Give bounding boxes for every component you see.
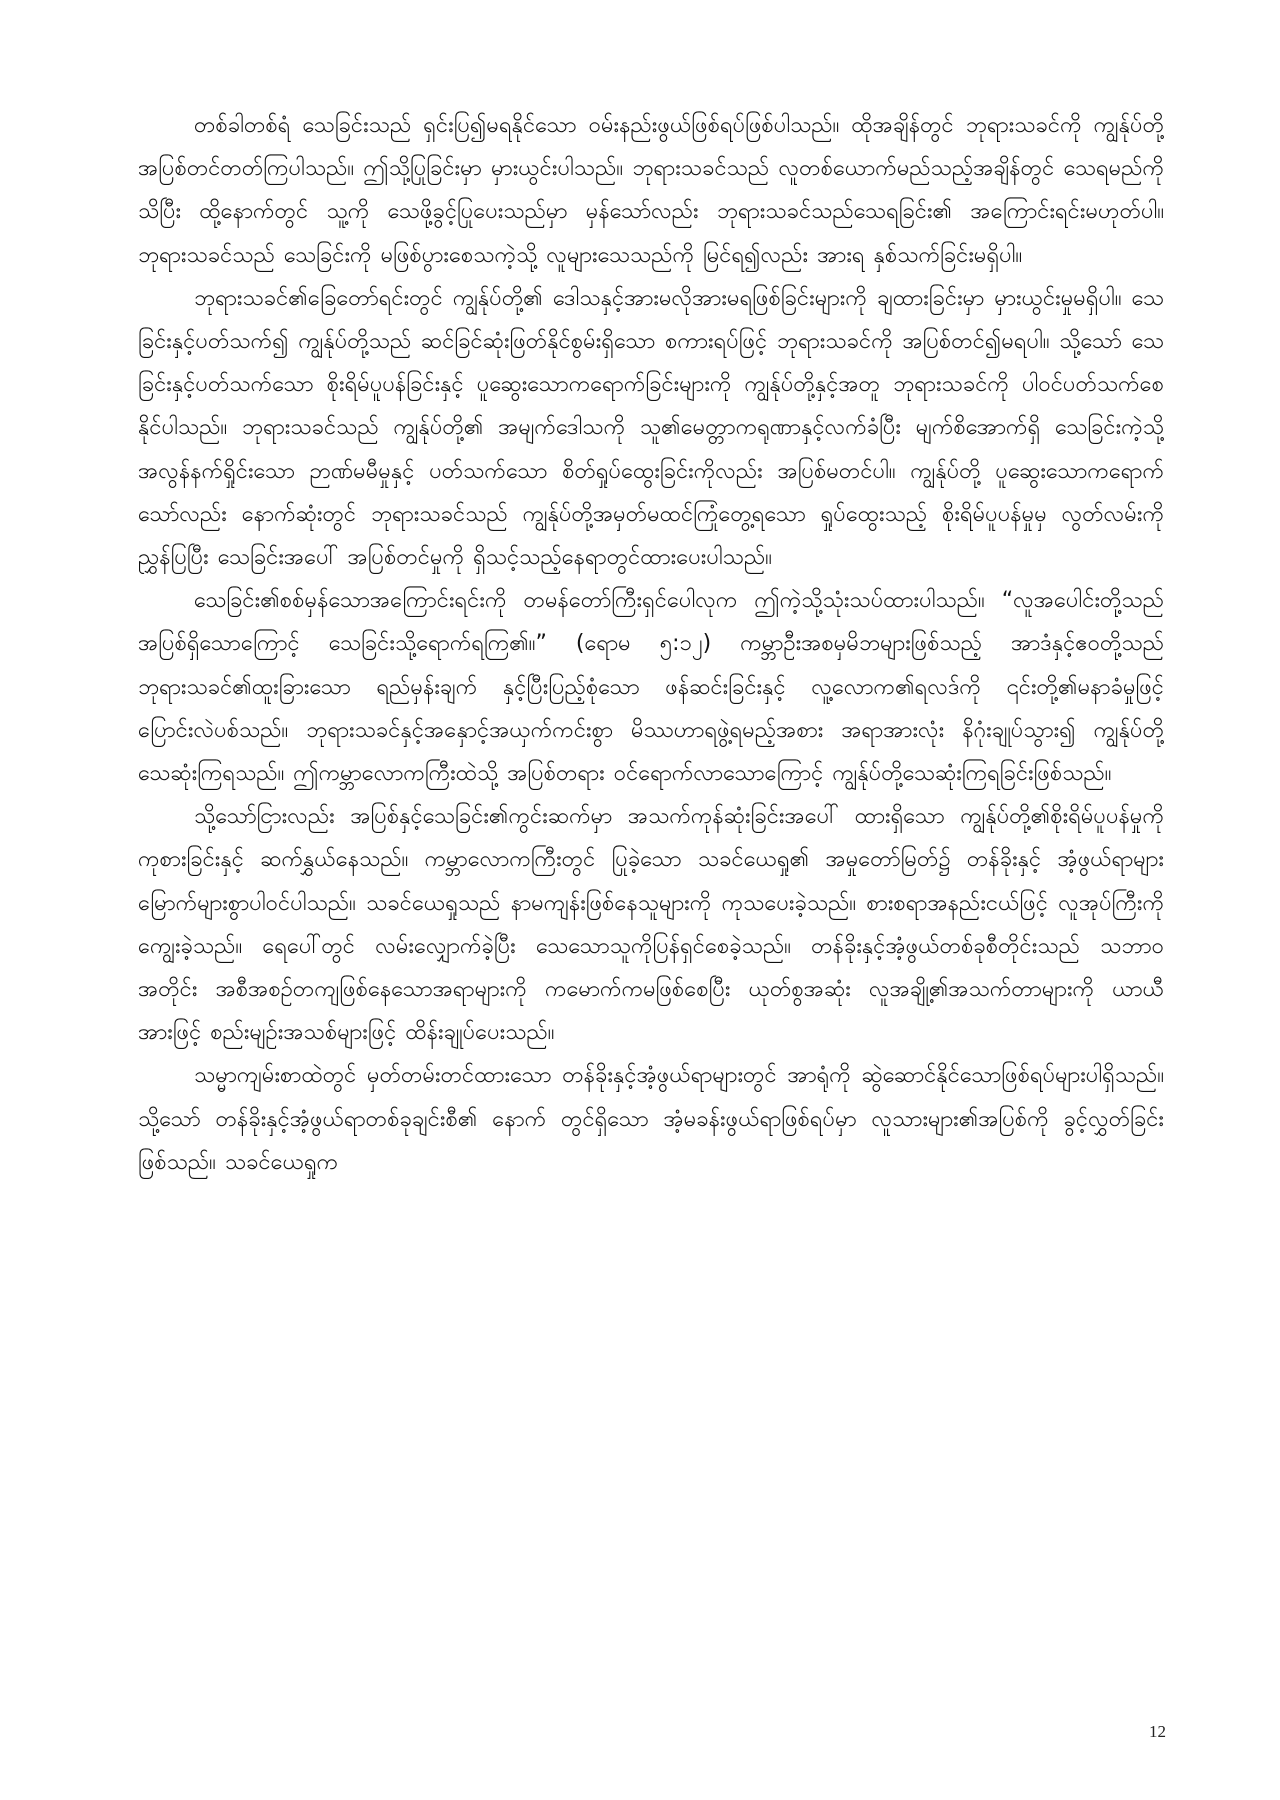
body-text [138,104,1164,1184]
paragraph-3: သေခြင်း၏စစ်မှန်သောအကြောင်းရင်းကို တမန်တော်ကြီးရှင်ပေါလုက ဤကဲ့သို့သုံးသပ်ထားပါသည်။ “လူအပေါင်းတို့သည် အပြစ်ရှိသောကြောင့် သေခြင်းသို့ရောက်ရကြ၏။” (ရောမ ၅:၁၂) ကမ္ဘာဦးအစမှမိဘများဖြစ်သည့် အာဒံနှင့်ဧဝတို့သည် ဘုရားသခင်၏ထူးခြားသော ရည်မှန်းချက် နှင့်ပြီးပြည့်စုံသော ဖန်ဆင်းခြင်းနှင့် လူ့လောက၏ရလဒ်ကို ၎င်းတို့၏မနာခံမှုဖြင့် ပြောင်းလဲပစ်သည်။ ဘုရားသခင်နှင့်အနှောင့်အယှက်ကင်းစွာ မိဿဟာရဖွဲ့ရမည့်အစား အရာအားလုံး နိဂုံးချုပ်သွား၍ ကျွန်ုပ်တို့သေဆုံးကြရသည်။ ဤကမ္ဘာလောကကြီးထဲသို့ အပြစ်တရား ဝင်ရောက်လာသောကြောင့် ကျွန်ုပ်တို့သေဆုံးကြရခြင်းဖြစ်သည်။ [138,588,1164,787]
paragraph-2: ဘုရားသခင်၏ခြေတော်ရင်းတွင် ကျွန်ုပ်တို့၏ ဒေါသနှင့်အားမလိုအားမရဖြစ်ခြင်းများကို ချထားခြင်းမှာ မှားယွင်းမှုမရှိပါ။ သေခြင်းနှင့်ပတ်သက်၍ ကျွန်ုပ်တို့သည် ဆင်ခြင်ဆုံးဖြတ်နိုင်စွမ်းရှိသော စကားရပ်ဖြင့် ဘုရားသခင်ကို အပြစ်တင်၍မရပါ။ သို့သော် သေခြင်းနှင့်ပတ်သက်သော စိုးရိမ်ပူပန်ခြင်းနှင့် ပူဆွေးသောကရောက်ခြင်းများကို ကျွန်ုပ်တို့နှင့်အတူ ဘုရားသခင်ကို ပါဝင်ပတ်သက်စေနိုင်ပါသည်။ ဘုရားသခင်သည် ကျွန်ုပ်တို့၏ အမျက်ဒေါသကို သူ၏မေတ္တာကရုဏာနှင့်လက်ခံပြီး မျက်စိအောက်ရှိ သေခြင်းကဲ့သို့ အလွန်နက်ရှိုင်းသော ဉာဏ်မမီမှုနှင့် ပတ်သက်သော စိတ်ရှုပ်ထွေးခြင်းကိုလည်း အပြစ်မတင်ပါ။ ကျွန်ုပ်တို့ ပူဆွေးသောကရောက်သော်လည်း နောက်ဆုံးတွင် ဘုရားသခင်သည် ကျွန်ုပ်တို့အမှတ်မထင်ကြုံတွေ့ရသော ရှုပ်ထွေးသည့် စိုးရိမ်ပူပန်မှုမှ လွတ်လမ်းကို ညွှန်ပြပြီး သေခြင်းအပေါ် အပြစ်တင်မှုကို ရှိသင့်သည့်နေရာတွင်ထားပေးပါသည်။ [138,285,1164,571]
paragraph-5: သမ္မာကျမ်းစာထဲတွင် မှတ်တမ်းတင်ထားသော တန်ခိုးနှင့်အံ့ဖွယ်ရာများတွင် အာရုံကို ဆွဲဆောင်နိုင်သောဖြစ်ရပ်များပါရှိသည်။ သို့သော် တန်ခိုးနှင့်အံ့ဖွယ်ရာတစ်ခုချင်းစီ၏ နောက် တွင်ရှိသော အံ့မခန်းဖွယ်ရာဖြစ်ရပ်မှာ လူသားများ၏အပြစ်ကို ခွင့်လွှတ်ခြင်းဖြစ်သည်။ သခင်ယေရှုက [138,1063,1164,1175]
paragraph-1: တစ်ခါတစ်ရံ သေခြင်းသည် ရှင်းပြ၍မရနိုင်သော ဝမ်းနည်းဖွယ်ဖြစ်ရပ်ဖြစ်ပါသည်။ ထိုအချိန်တွင် ဘုရားသခင်ကို ကျွန်ုပ်တို့ အပြစ်တင်တတ်ကြပါသည်။ ဤသို့ပြုခြင်းမှာ မှားယွင်းပါသည်။ ဘုရားသခင်သည် လူတစ်ယောက်မည်သည့်အချိန်တွင် သေရမည်ကိုသိပြီး ထို့နောက်တွင် သူ့ကို သေဖို့ခွင့်ပြုပေးသည်မှာ မှန်သော်လည်း ဘုရားသခင်သည်သေရခြင်း၏ အကြောင်းရင်းမဟုတ်ပါ။ ဘုရားသခင်သည် သေခြင်းကို မဖြစ်ပွားစေသကဲ့သို့ လူများသေသည်ကို မြင်ရ၍လည်း အားရ နှစ်သက်ခြင်းမရှိပါ။ [138,113,1164,268]
paragraph-4: သို့သော်ငြားလည်း အပြစ်နှင့်သေခြင်း၏ကွင်းဆက်မှာ အသက်ကုန်ဆုံးခြင်းအပေါ် ထားရှိသော ကျွန်ုပ်တို့၏စိုးရိမ်ပူပန်မှုကို ကုစားခြင်းနှင့် ဆက်နွှယ်နေသည်။ ကမ္ဘာလောကကြီးတွင် ပြုခဲ့သော သခင်ယေရှု၏ အမှုတော်မြတ်၌ တန်ခိုးနှင့် အံ့ဖွယ်ရာများ မြောက်များစွာပါဝင်ပါသည်။ သခင်ယေရှုသည် နာမကျန်းဖြစ်နေသူများကို ကုသပေးခဲ့သည်။ စားစရာအနည်းငယ်ဖြင့် လူအုပ်ကြီးကို ကျွေးခဲ့သည်။ ရေပေါ်တွင် လမ်းလျှောက်ခဲ့ပြီး သေသောသူကိုပြန်ရှင်စေခဲ့သည်။ တန်ခိုးနှင့်အံ့ဖွယ်တစ်ခုစီတိုင်းသည် သဘာဝအတိုင်း အစီအစဉ်တကျဖြစ်နေသောအရာများကို ကမောက်ကမဖြစ်စေပြီး ယုတ်စွအဆုံး လူအချို့၏အသက်တာများကို ယာယီအားဖြင့် စည်းမျဉ်းအသစ်များဖြင့် ထိန်းချုပ်ပေးသည်။ [138,804,1164,1046]
page-number: 12 [1149,1722,1166,1741]
